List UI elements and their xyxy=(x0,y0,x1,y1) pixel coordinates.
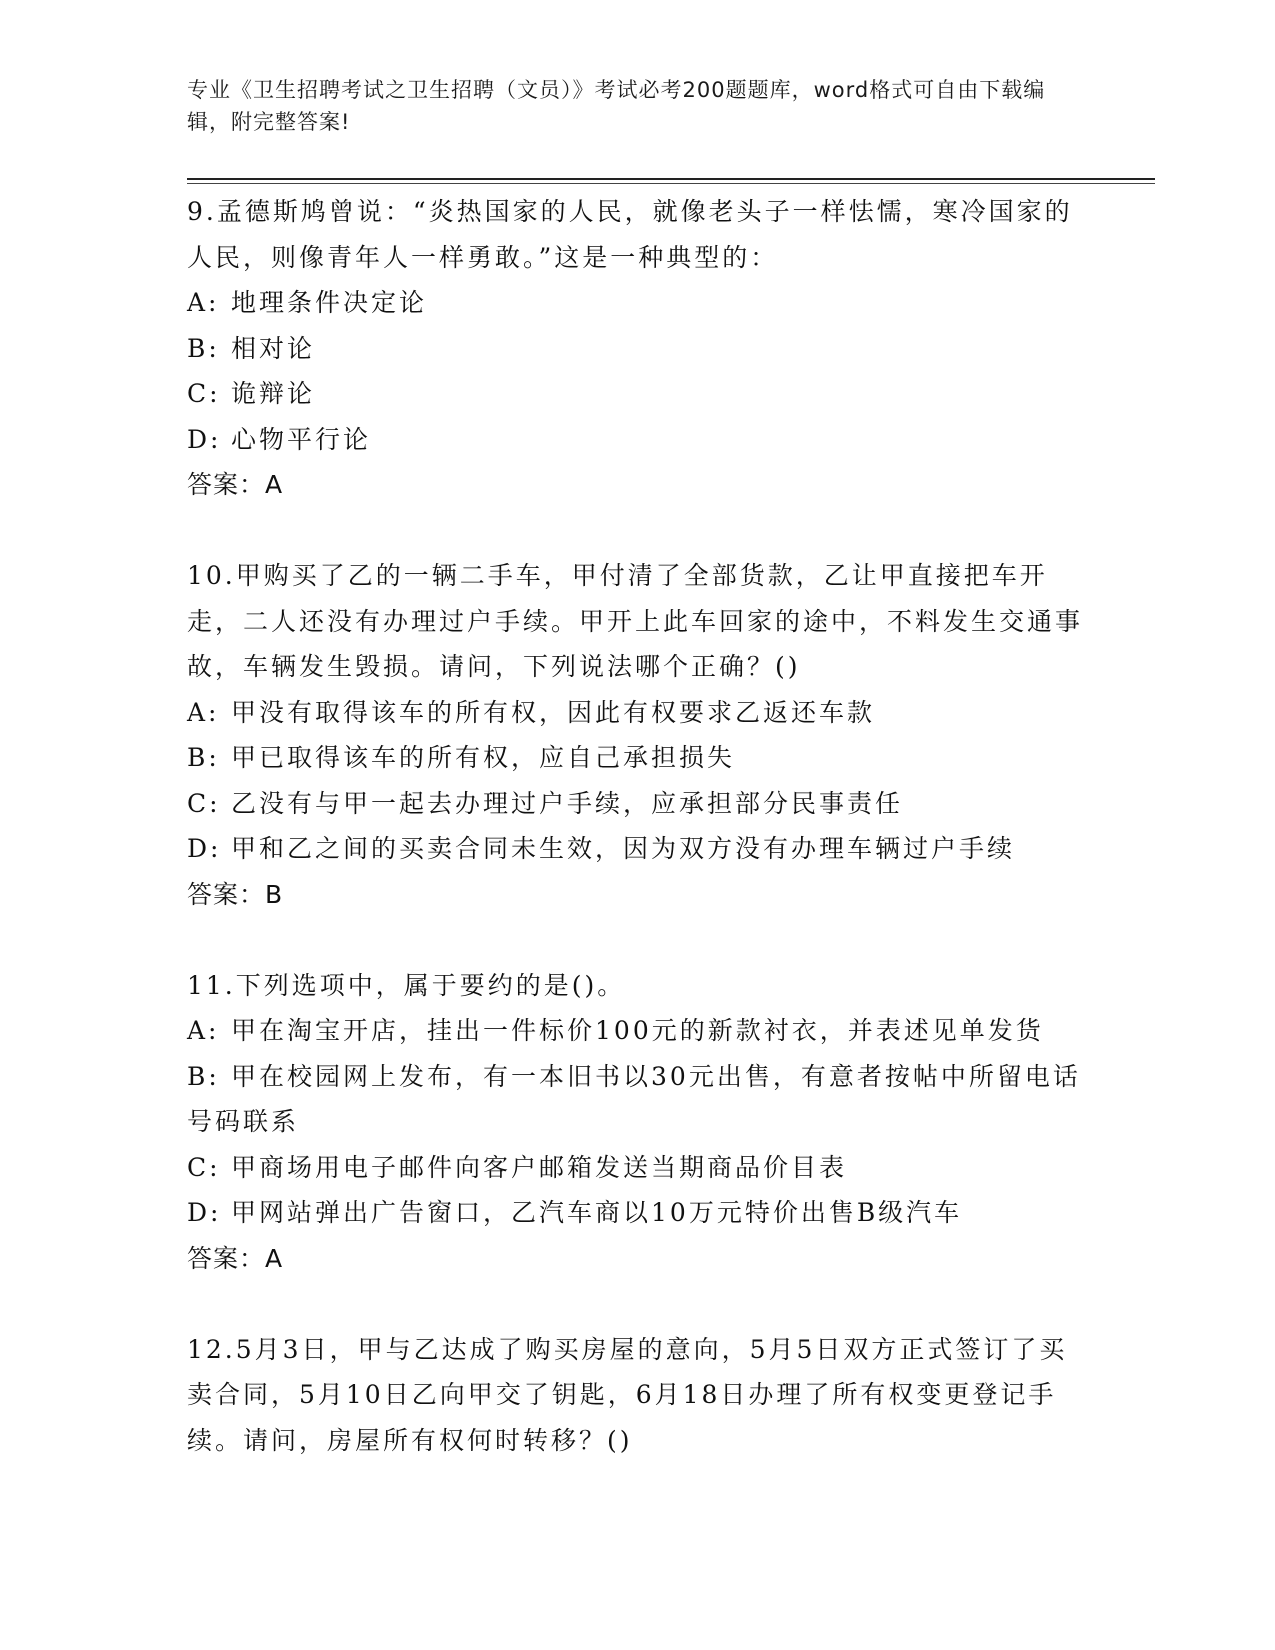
option-label: D: xyxy=(187,424,222,454)
option-label: D: xyxy=(187,1198,222,1227)
option-text: 甲在校园网上发布，有一本旧书以30元出售，有意者按帖中所留电话号码联系 xyxy=(187,1061,1081,1136)
option-a xyxy=(187,1008,1087,1054)
option-label: C: xyxy=(187,1152,221,1182)
option-c xyxy=(187,1145,1087,1191)
question-stem: 10.甲购买了乙的一辆二手车，甲付清了全部货款，乙让甲直接把车开走，二人还没有办理过户手续。甲开上此车回家的途中，不料发生交通事故，车辆发生毁损。请问，下列说法哪个正确？() xyxy=(187,561,1084,681)
question-9 xyxy=(187,189,1087,508)
option-text: 甲商场用电子邮件向客户邮箱发送当期商品价目表 xyxy=(231,1152,848,1182)
option-text: 诡辩论 xyxy=(231,379,316,408)
option-text: 地理条件决定论 xyxy=(231,288,428,317)
option-label: C: xyxy=(187,379,221,408)
option-label: B: xyxy=(187,333,220,363)
question-stem: 11.下列选项中，属于要约的是()。 xyxy=(187,970,626,1000)
option-a xyxy=(187,690,1087,736)
option-d xyxy=(187,826,1087,872)
answer-line: 答案：B xyxy=(187,879,284,909)
option-label: A: xyxy=(187,697,220,727)
option-a xyxy=(187,280,1087,326)
question-12 xyxy=(187,1327,1087,1464)
option-text: 甲和乙之间的买卖合同未生效，因为双方没有办理车辆过户手续 xyxy=(231,834,1016,863)
option-text: 甲网站弹出广告窗口，乙汽车商以10万元特价出售B级汽车 xyxy=(231,1198,963,1227)
option-label: B: xyxy=(187,743,220,772)
option-c xyxy=(187,371,1087,417)
option-text: 相对论 xyxy=(231,333,316,363)
header-divider-thin xyxy=(187,183,1155,184)
option-text: 甲没有取得该车的所有权，因此有权要求乙返还车款 xyxy=(231,697,876,727)
question-10 xyxy=(187,553,1087,917)
option-b xyxy=(187,1054,1087,1145)
option-label: D: xyxy=(187,834,222,863)
option-d xyxy=(187,417,1087,463)
option-label: C: xyxy=(187,788,221,818)
option-label: A: xyxy=(187,1016,220,1045)
option-text: 乙没有与甲一起去办理过户手续，应承担部分民事责任 xyxy=(231,788,904,818)
answer-line: 答案：A xyxy=(187,470,284,499)
option-label: A: xyxy=(187,288,220,317)
option-b xyxy=(187,326,1087,372)
question-stem: 9.孟德斯鸠曾说：“炎热国家的人民，就像老头子一样怯懦，寒冷国家的人民，则像青年人一样勇敢。”这是一种典型的： xyxy=(187,197,1073,272)
option-text: 甲在淘宝开店，挂出一件标价100元的新款衬衣，并表述见单发货 xyxy=(231,1016,1044,1045)
answer-line: 答案：A xyxy=(187,1243,284,1273)
question-list xyxy=(187,189,1087,1509)
option-text: 甲已取得该车的所有权，应自己承担损失 xyxy=(231,743,736,772)
question-stem: 12.5月3日，甲与乙达成了购买房屋的意向，5月5日双方正式签订了买卖合同，5月10日乙向甲交了钥匙，6月18日办理了所有权变更登记手续。请问，房屋所有权何时转移？() xyxy=(187,1334,1068,1455)
header-divider-thick xyxy=(187,178,1155,180)
document-header: 专业《卫生招聘考试之卫生招聘（文员）》考试必考200题题库，word格式可自由下载编辑，附完整答案! xyxy=(187,78,1046,134)
option-d xyxy=(187,1190,1087,1236)
option-text: 心物平行论 xyxy=(231,424,372,454)
question-11 xyxy=(187,963,1087,1282)
option-c xyxy=(187,781,1087,827)
option-label: B: xyxy=(187,1061,220,1091)
option-b xyxy=(187,735,1087,781)
